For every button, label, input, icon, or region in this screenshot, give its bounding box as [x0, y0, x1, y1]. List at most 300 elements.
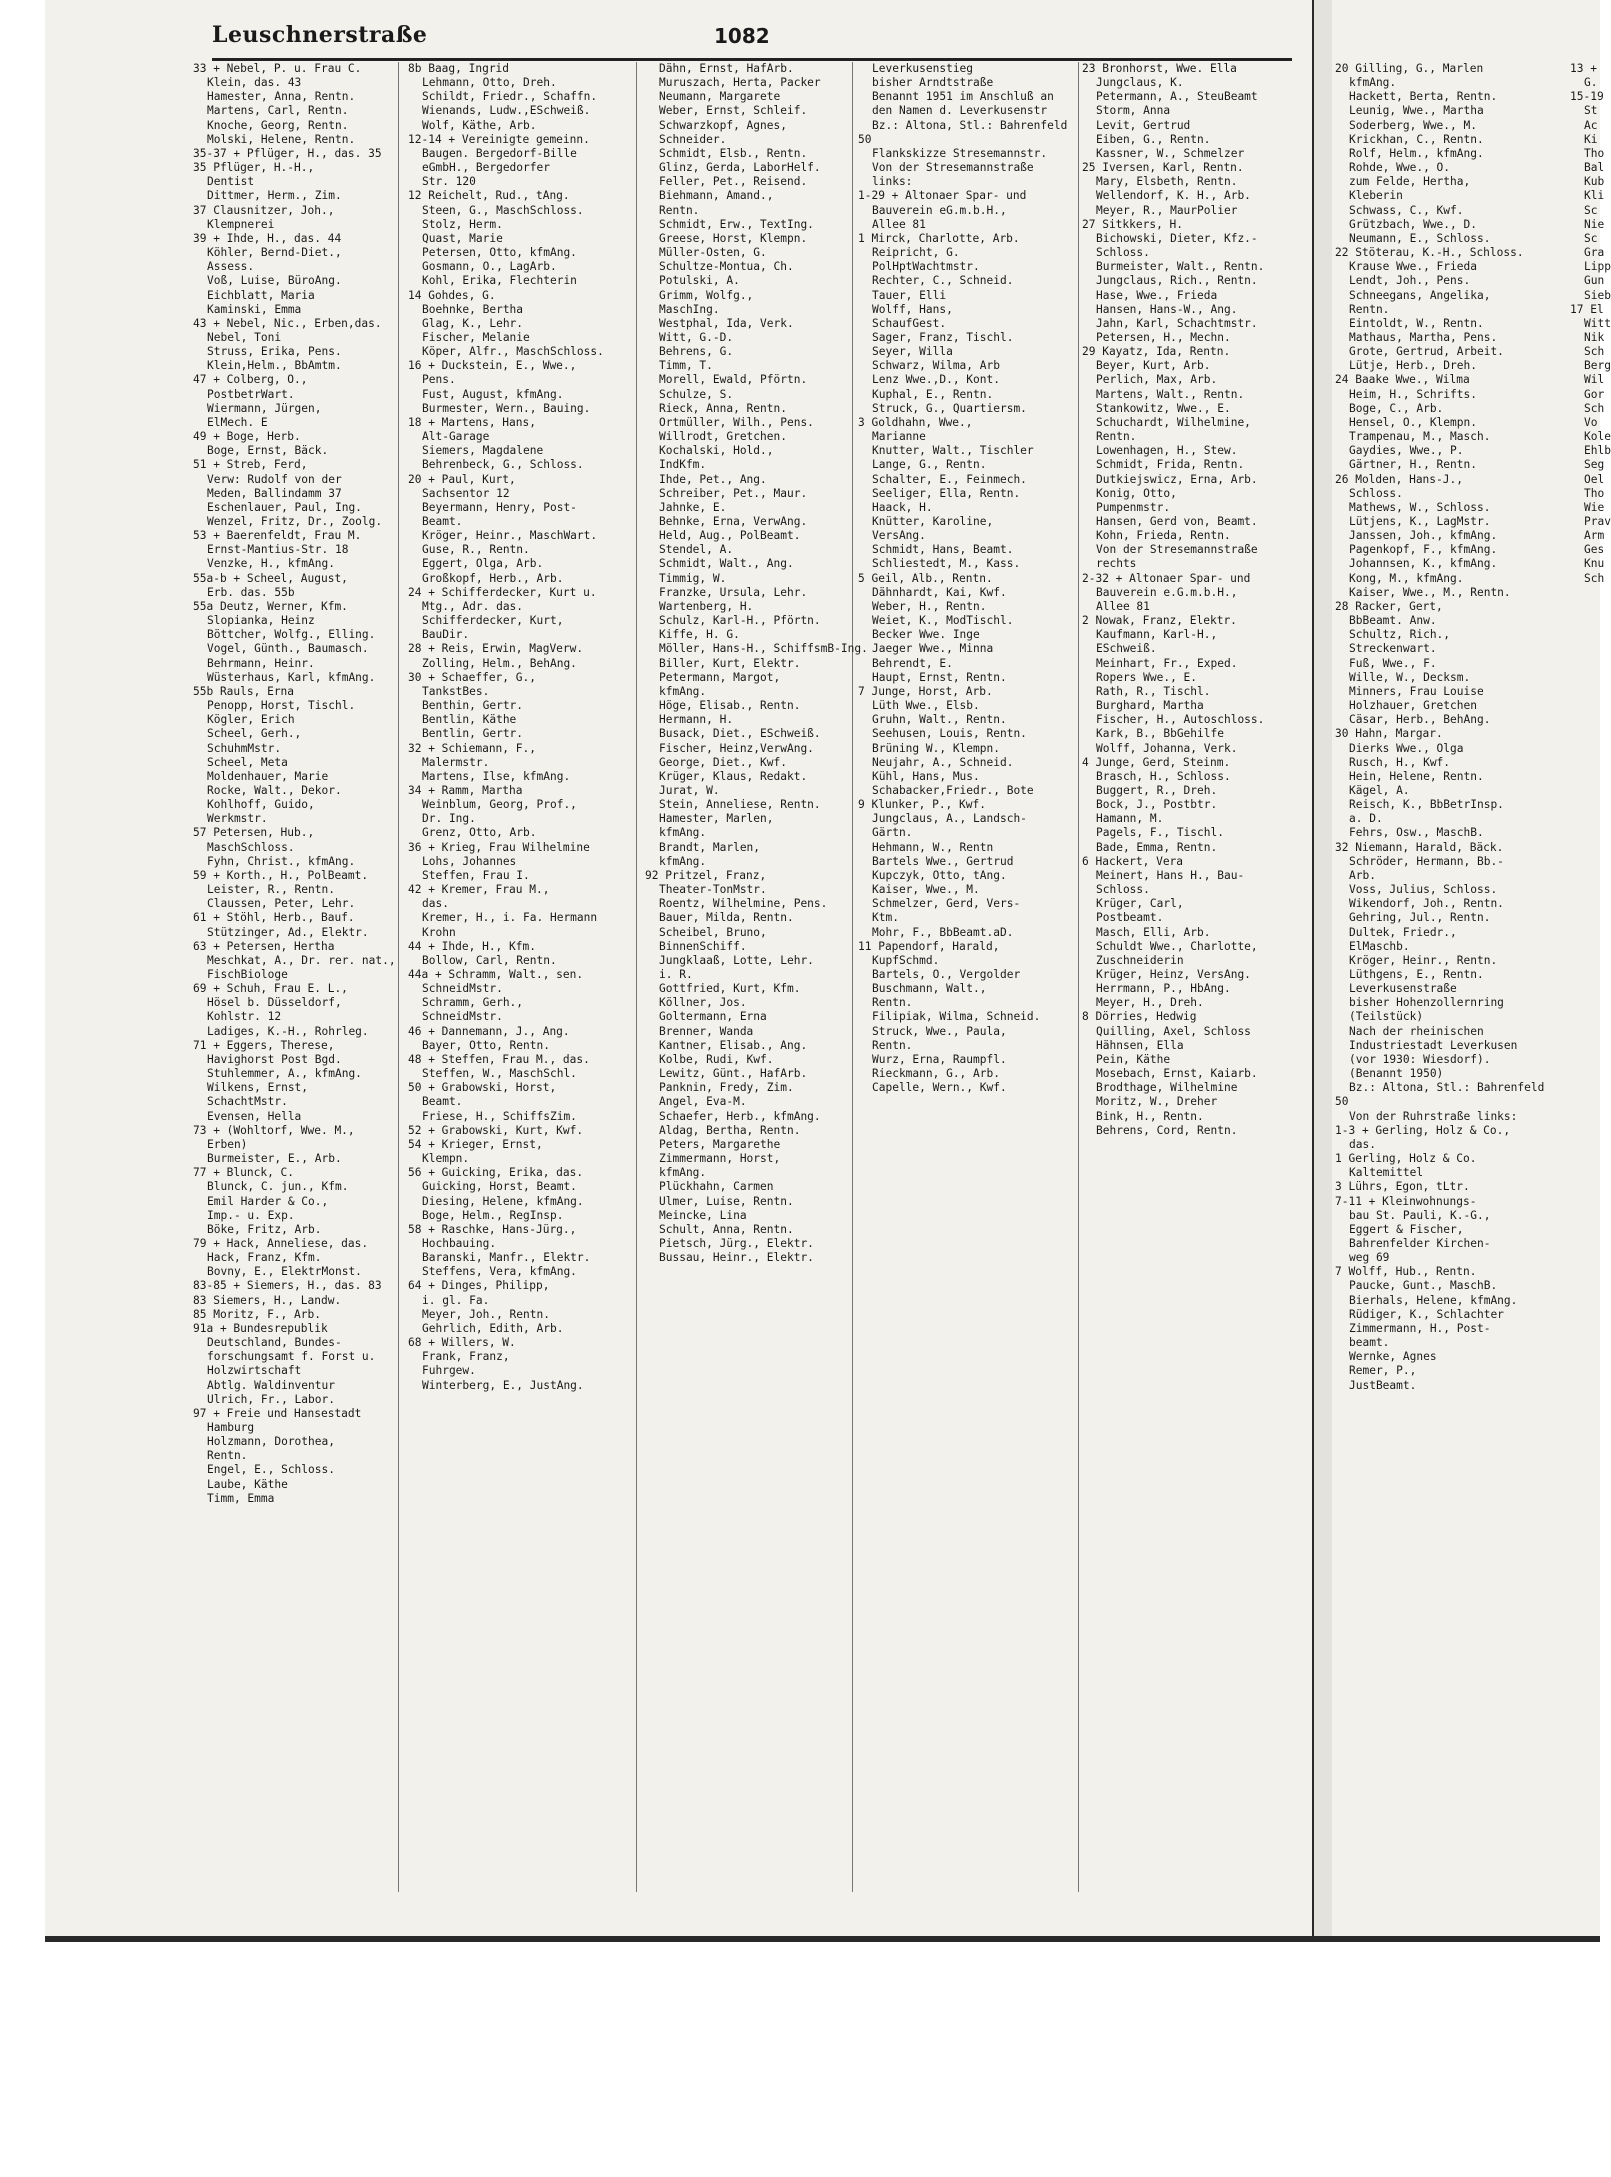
directory-line: Goltermann, Erna: [659, 1010, 767, 1024]
directory-line: Quast, Marie: [422, 231, 503, 245]
directory-line: Schreiber, Pet., Maur.: [659, 486, 808, 500]
directory-line: 12-14 + Vereinigte gemeinn.: [408, 132, 590, 146]
directory-line: Schmidt, Erw., TextIng.: [659, 217, 814, 231]
directory-line: 55a-b + Scheel, August,: [193, 571, 348, 585]
directory-line: Fuhrgew.: [422, 1364, 476, 1378]
directory-line: 34 + Ramm, Martha: [408, 783, 523, 797]
directory-line: Lewitz, Günt., HafArb.: [659, 1067, 808, 1081]
directory-line: Behrens, G.: [659, 345, 734, 359]
directory-line: Pietsch, Jürg., Elektr.: [659, 1236, 814, 1250]
directory-line: 16 + Duckstein, E., Wwe.,: [408, 359, 577, 373]
directory-line: Weber, H., Rentn.: [872, 599, 987, 613]
directory-line: Ropers Wwe., E.: [1096, 670, 1198, 684]
directory-line: 1 Gerling, Holz & Co.: [1335, 1152, 1477, 1166]
directory-line: weg 69: [1349, 1251, 1390, 1265]
directory-line: 32 Niemann, Harald, Bäck.: [1335, 840, 1504, 854]
directory-line: Filipiak, Wilma, Schneid.: [872, 1010, 1041, 1024]
directory-line: Pens.: [422, 373, 456, 387]
directory-line: SchachtMstr.: [207, 1095, 288, 1109]
directory-line: Masch, Elli, Arb.: [1096, 925, 1211, 939]
directory-line: 1-3 + Gerling, Holz & Co.,: [1335, 1123, 1511, 1137]
directory-line: Witt, G.-D.: [659, 330, 734, 344]
directory-line: Gehrlich, Edith, Arb.: [422, 1321, 564, 1335]
directory-line: Bovny, E., ElektrMonst.: [207, 1265, 362, 1279]
directory-line: Evensen, Hella: [207, 1109, 302, 1123]
directory-line: Mathews, W., Schloss.: [1349, 500, 1491, 514]
directory-line: Kägel, A.: [1349, 783, 1410, 797]
directory-line: Baranski, Manfr., Elektr.: [422, 1251, 591, 1265]
directory-line: Venzke, H., kfmAng.: [207, 557, 335, 571]
directory-line: 8 Dörries, Hedwig: [1082, 1010, 1197, 1024]
directory-line: Kögler, Erich: [207, 713, 295, 727]
directory-line: den Namen d. Leverkusenstr: [872, 104, 1048, 118]
directory-line: Kröger, Heinr., Rentn.: [1349, 953, 1498, 967]
directory-line: Heim, H., Schrifts.: [1349, 387, 1477, 401]
directory-line: 64 + Dinges, Philipp,: [408, 1279, 550, 1293]
directory-line: Eschenlauer, Paul, Ing.: [207, 500, 362, 514]
running-street-title: Leuschnerstraße: [212, 22, 428, 48]
directory-line: Bierhals, Helene, kfmAng.: [1349, 1293, 1518, 1307]
directory-line: Knu: [1584, 557, 1605, 571]
directory-line: Meden, Ballindamm 37: [207, 486, 342, 500]
page-bottom-edge: [45, 1936, 1600, 1942]
directory-line: MaschIng.: [659, 302, 720, 316]
directory-line: PolHptWachtmstr.: [872, 260, 980, 274]
directory-line: Beyermann, Henry, Post-: [422, 500, 577, 514]
directory-line: Pagenkopf, F., kfmAng.: [1349, 543, 1498, 557]
directory-line: Burmester, Wern., Bauing.: [422, 401, 591, 415]
directory-line: Trampenau, M., Masch.: [1349, 430, 1491, 444]
directory-line: Wartenberg, H.: [659, 599, 754, 613]
directory-line: JustBeamt.: [1349, 1378, 1417, 1392]
directory-line: Bal: [1584, 161, 1605, 175]
directory-line: 35 Pflüger, H.-H.,: [193, 161, 315, 175]
directory-line: Meyer, R., MaurPolier: [1096, 203, 1238, 217]
directory-line: Brasch, H., Schloss.: [1096, 769, 1231, 783]
directory-line: Sc: [1584, 203, 1598, 217]
directory-line: Stendel, A.: [659, 543, 734, 557]
directory-line: Laube, Käthe: [207, 1477, 288, 1491]
directory-line: Ernst-Mantius-Str. 18: [207, 543, 349, 557]
directory-line: Engel, E., Schloss.: [207, 1463, 335, 1477]
directory-line: Schmelzer, Gerd, Vers-: [872, 897, 1021, 911]
directory-line: Timmig, W.: [659, 571, 727, 585]
directory-line: Vo: [1584, 415, 1598, 429]
directory-line: 12 Reichelt, Rud., tAng.: [408, 189, 570, 203]
directory-line: 2 Nowak, Franz, Elektr.: [1082, 614, 1237, 628]
directory-line: Pein, Käthe: [1096, 1052, 1171, 1066]
directory-line: Ortmüller, Wilh., Pens.: [659, 415, 814, 429]
directory-line: Kohlhoff, Guido,: [207, 798, 315, 812]
directory-line: beamt.: [1349, 1336, 1390, 1350]
directory-line: 44a + Schramm, Walt., sen.: [408, 968, 584, 981]
directory-line: Jungklaaß, Lotte, Lehr.: [659, 953, 814, 967]
directory-line: Bentlin, Gertr.: [422, 727, 524, 741]
directory-line: Angel, Eva-M.: [659, 1095, 747, 1109]
page-number: 1082: [714, 24, 770, 48]
directory-line: Neujahr, A., Schneid.: [872, 755, 1014, 769]
directory-line: Hermann, H.: [659, 713, 734, 727]
directory-line: 57 Petersen, Hub.,: [193, 826, 315, 840]
directory-line: Bichowski, Dieter, Kfz.-: [1096, 231, 1258, 245]
directory-line: 20 Gilling, G., Marlen: [1335, 62, 1484, 75]
directory-line: Westphal, Ida, Verk.: [659, 316, 794, 330]
directory-line: Kole: [1584, 430, 1611, 444]
directory-line: kfmAng.: [659, 826, 707, 840]
directory-line: Kröger, Heinr., MaschWart.: [422, 529, 598, 543]
directory-line: Schaefer, Herb., kfmAng.: [659, 1109, 821, 1123]
directory-line: Voß, Luise, BüroAng.: [207, 274, 342, 288]
directory-line: 13 +: [1570, 62, 1597, 75]
directory-line: Boge, Helm., RegInsp.: [422, 1208, 564, 1222]
directory-line: Tho: [1584, 146, 1605, 160]
directory-line: 29 Kayatz, Ida, Rentn.: [1082, 345, 1231, 359]
directory-line: Stolz, Herm.: [422, 217, 503, 231]
directory-line: Lowenhagen, H., Stew.: [1096, 444, 1238, 458]
directory-line: Gosmann, O., LagArb.: [422, 260, 557, 274]
directory-line: Assess.: [207, 260, 255, 274]
directory-line: Becker Wwe. Inge: [872, 628, 980, 642]
directory-line: Wüsterhaus, Karl, kfmAng.: [207, 670, 376, 684]
directory-line: Dierks Wwe., Olga: [1349, 741, 1464, 755]
directory-line: Hähnsen, Ella: [1096, 1038, 1184, 1052]
directory-line: Von der Stresemannstraße: [872, 161, 1034, 175]
directory-line: Schmidt, Frida, Rentn.: [1096, 458, 1245, 472]
directory-line: Verw: Rudolf von der: [207, 472, 342, 486]
directory-line: zum Felde, Hertha,: [1349, 175, 1471, 189]
directory-line: Großkopf, Herb., Arb.: [422, 571, 564, 585]
directory-line: Bartels, O., Vergolder: [872, 968, 1021, 981]
directory-line: 73 + (Wohltorf, Wwe. M.,: [193, 1123, 355, 1137]
directory-line: Gärtn.: [872, 826, 913, 840]
directory-line: Jungclaus, A., Landsch-: [872, 812, 1027, 826]
directory-line: Kremer, H., i. Fa. Hermann: [422, 911, 598, 925]
directory-line: Zimmermann, H., Post-: [1349, 1321, 1491, 1335]
directory-line: Feller, Pet., Reisend.: [659, 175, 808, 189]
directory-line: Steffen, Frau I.: [422, 868, 530, 882]
directory-line: Jungclaus, K.: [1096, 76, 1184, 90]
directory-line: Martens, Walt., Rentn.: [1096, 387, 1245, 401]
directory-line: Struck, Wwe., Paula,: [872, 1024, 1007, 1038]
directory-line: Nebel, Toni: [207, 330, 282, 344]
directory-line: Diesing, Helene, kfmAng.: [422, 1194, 584, 1208]
book-gutter: [1312, 0, 1332, 1940]
directory-line: Behrendt, E.: [872, 656, 953, 670]
directory-line: Knutter, Walt., Tischler: [872, 444, 1034, 458]
directory-line: Bauer, Milda, Rentn.: [659, 911, 794, 925]
directory-line: Kaminski, Emma: [207, 302, 302, 316]
directory-line: Krüger, Carl,: [1096, 897, 1184, 911]
directory-line: Penopp, Horst, Tischl.: [207, 699, 356, 713]
directory-line: Weiet, K., ModTischl.: [872, 614, 1014, 628]
directory-line: Kaiser, Wwe., M., Rentn.: [1349, 585, 1511, 599]
directory-line: Marianne: [872, 430, 926, 444]
directory-line: Wilkens, Ernst,: [207, 1081, 309, 1095]
directory-line: Wolf, Käthe, Arb.: [422, 118, 537, 132]
directory-line: Claussen, Peter, Lehr.: [207, 897, 356, 911]
directory-line: Wille, W., Decksm.: [1349, 670, 1471, 684]
directory-line: Herrmann, P., HbAng.: [1096, 982, 1231, 996]
directory-line: Panknin, Fredy, Zim.: [659, 1081, 794, 1095]
directory-line: 68 + Willers, W.: [408, 1336, 516, 1350]
directory-line: Stuhlemmer, A., kfmAng.: [207, 1067, 362, 1081]
directory-line: Sc: [1584, 231, 1598, 245]
directory-line: 9 Klunker, P., Kwf.: [858, 798, 986, 812]
directory-line: Siemers, Magdalene: [422, 444, 544, 458]
directory-line: Timm, T.: [659, 359, 713, 373]
directory-line: Haupt, Ernst, Rentn.: [872, 670, 1007, 684]
directory-line: Glag, K., Lehr.: [422, 316, 524, 330]
directory-line: 50: [1335, 1095, 1349, 1109]
directory-line: 53 + Baerenfeldt, Frau M.: [193, 529, 362, 543]
directory-line: Postbeamt.: [1096, 911, 1164, 925]
directory-line: Arm: [1584, 529, 1605, 543]
directory-line: 7 Junge, Horst, Arb.: [858, 684, 993, 698]
directory-line: Guicking, Horst, Beamt.: [422, 1180, 577, 1194]
directory-line: Wie: [1584, 500, 1605, 514]
directory-line: Muruszach, Herta, Packer: [659, 76, 821, 90]
directory-line: Fyhn, Christ., kfmAng.: [207, 854, 356, 868]
directory-line: Kochalski, Hold.,: [659, 444, 774, 458]
directory-line: Bink, H., Rentn.: [1096, 1109, 1204, 1123]
directory-line: Grützbach, Wwe., D.: [1349, 217, 1477, 231]
directory-line: Schloss.: [1349, 486, 1403, 500]
directory-line: 92 Pritzel, Franz,: [645, 868, 767, 882]
directory-line: Behrmann, Heinr.: [207, 656, 315, 670]
directory-line: 32 + Schiemann, F.,: [408, 741, 536, 755]
directory-line: Soderberg, Wwe., M.: [1349, 118, 1477, 132]
directory-line: 28 Racker, Gert,: [1335, 599, 1443, 613]
directory-line: Gehring, Jul., Rentn.: [1349, 911, 1491, 925]
directory-line: Ulrich, Fr., Labor.: [207, 1392, 335, 1406]
directory-line: Benthin, Gertr.: [422, 699, 524, 713]
directory-line: Dittmer, Herm., Zim.: [207, 189, 342, 203]
directory-line: Hansen, Hans-W., Ang.: [1096, 302, 1238, 316]
directory-line: Eichblatt, Maria: [207, 288, 315, 302]
directory-line: SchuhmMstr.: [207, 741, 282, 755]
directory-line: 33 + Nebel, P. u. Frau C.: [193, 62, 362, 75]
directory-line: Sch: [1584, 571, 1605, 585]
directory-line: Schult, Anna, Rentn.: [659, 1222, 794, 1236]
directory-line: Bentlin, Käthe: [422, 713, 517, 727]
page-header: [212, 22, 1292, 58]
directory-line: Nik: [1584, 330, 1605, 344]
directory-line: Meschkat, A., Dr. rer. nat.,: [207, 953, 396, 967]
directory-line: Hansen, Gerd von, Beamt.: [1096, 515, 1258, 528]
directory-line: Eintoldt, W., Rentn.: [1349, 316, 1484, 330]
directory-line: Martens, Ilse, kfmAng.: [422, 769, 571, 783]
directory-line: Scheibel, Bruno,: [659, 925, 767, 939]
directory-line: 37 Clausnitzer, Joh.,: [193, 203, 335, 217]
directory-line: 18 + Martens, Hans,: [408, 415, 536, 429]
directory-line: Kuphal, E., Rentn.: [872, 387, 994, 401]
directory-line: i. R.: [659, 968, 693, 981]
directory-line: (vor 1930: Wiesdorf).: [1349, 1052, 1491, 1066]
directory-line: bau St. Pauli, K.-G.,: [1349, 1208, 1491, 1222]
directory-line: Malermstr.: [422, 755, 490, 769]
directory-line: Behnke, Erna, VerwAng.: [659, 515, 808, 528]
directory-line: Struss, Erika, Pens.: [207, 345, 342, 359]
directory-line: Hase, Wwe., Frieda: [1096, 288, 1218, 302]
directory-line: Hamester, Marlen,: [659, 812, 774, 826]
directory-line: 26 Molden, Hans-J.,: [1335, 472, 1463, 486]
directory-line: Behrens, Cord, Rentn.: [1096, 1123, 1238, 1137]
directory-line: Wenzel, Fritz, Dr., Zoolg.: [207, 515, 383, 528]
directory-line: Behrenbeck, G., Schloss.: [422, 458, 584, 472]
column-divider: [636, 62, 637, 1892]
directory-line: 2-32 + Altonaer Spar- und: [1082, 571, 1251, 585]
directory-line: Kark, B., BbGehilfe: [1096, 727, 1224, 741]
directory-line: Schramm, Gerh.,: [422, 996, 524, 1010]
directory-line: ESchweiß.: [1096, 642, 1157, 656]
directory-line: Hensel, O., Klempn.: [1349, 415, 1477, 429]
directory-line: Grimm, Wolfg.,: [659, 288, 754, 302]
directory-line: eGmbH., Bergedorfer: [422, 161, 550, 175]
directory-line: 14 Gohdes, G.: [408, 288, 496, 302]
directory-line: Rohde, Wwe., O.: [1349, 161, 1451, 175]
directory-line: Brenner, Wanda: [659, 1024, 754, 1038]
directory-line: Rieck, Anna, Rentn.: [659, 401, 787, 415]
directory-line: 50 + Grabowski, Horst,: [408, 1081, 557, 1095]
directory-line: Burghard, Martha: [1096, 699, 1204, 713]
directory-line: Zolling, Helm., BehAng.: [422, 656, 577, 670]
directory-line: Lenz Wwe.,D., Kont.: [872, 373, 1000, 387]
directory-line: Friese, H., SchiffsZim.: [422, 1109, 577, 1123]
directory-line: 3 Lührs, Egon, tLtr.: [1335, 1180, 1470, 1194]
directory-line: Krüger, Heinz, VersAng.: [1096, 968, 1251, 981]
directory-line: 59 + Korth., H., PolBeamt.: [193, 868, 369, 882]
directory-line: Witt: [1584, 316, 1611, 330]
directory-line: Fischer, Melanie: [422, 330, 530, 344]
directory-line: 15-19: [1570, 90, 1604, 104]
directory-line: Wurz, Erna, Raumpfl.: [872, 1052, 1007, 1066]
directory-line: Allee 81: [872, 217, 926, 231]
directory-line: Stankowitz, Wwe., E.: [1096, 401, 1231, 415]
directory-line: 51 + Streb, Ferd,: [193, 458, 308, 472]
directory-line: Kaltemittel: [1349, 1166, 1424, 1180]
directory-line: Ehlb: [1584, 444, 1611, 458]
directory-line: Schuldt Wwe., Charlotte,: [1096, 939, 1258, 953]
directory-line: 97 + Freie und Hansestadt: [193, 1406, 362, 1420]
directory-line: Dultek, Friedr.,: [1349, 925, 1457, 939]
directory-line: Frank, Franz,: [422, 1350, 510, 1364]
directory-line: Wolff, Hans,: [872, 302, 953, 316]
directory-line: Schneegans, Angelika,: [1349, 288, 1491, 302]
directory-line: Wikendorf, Joh., Rentn.: [1349, 897, 1504, 911]
directory-line: ElMech. E: [207, 415, 268, 429]
directory-line: Rentn.: [872, 1038, 913, 1052]
directory-line: Jurat, W.: [659, 783, 720, 797]
directory-line: Neumann, E., Schloss.: [1349, 231, 1491, 245]
directory-line: Sch: [1584, 345, 1605, 359]
directory-line: Leunig, Wwe., Martha: [1349, 104, 1484, 118]
directory-line: Kühl, Hans, Mus.: [872, 769, 980, 783]
directory-line: rechts: [1096, 557, 1137, 571]
directory-line: Seeliger, Ella, Rentn.: [872, 486, 1021, 500]
directory-line: Schulz, Karl-H., Pförtn.: [659, 614, 821, 628]
directory-line: Seg: [1584, 458, 1605, 472]
directory-line: Ulmer, Luise, Rentn.: [659, 1194, 794, 1208]
directory-line: 1 Mirck, Charlotte, Arb.: [858, 231, 1020, 245]
directory-line: Scheel, Gerh.,: [207, 727, 302, 741]
directory-line: Böttcher, Wolfg., Elling.: [207, 628, 376, 642]
directory-line: Mohr, F., BbBeamt.aD.: [872, 925, 1014, 939]
directory-line: Fischer, Heinz,VerwAng.: [659, 741, 814, 755]
directory-line: Deutschland, Bundes-: [207, 1336, 342, 1350]
directory-line: Vogel, Günth., Baumasch.: [207, 642, 369, 656]
directory-line: Rentn.: [1096, 430, 1137, 444]
directory-line: Boge, Ernst, Bäck.: [207, 444, 329, 458]
directory-line: Sieb: [1584, 288, 1611, 302]
directory-line: Höge, Elisab., Rentn.: [659, 699, 801, 713]
directory-line: Erben): [207, 1137, 248, 1151]
directory-line: Fuß, Wwe., F.: [1349, 656, 1437, 670]
directory-line: Weinblum, Georg, Prof.,: [422, 798, 577, 812]
directory-line: Meyer, H., Dreh.: [1096, 996, 1204, 1010]
directory-line: 85 Moritz, F., Arb.: [193, 1307, 321, 1321]
directory-line: Stützinger, Ad., Elektr.: [207, 925, 369, 939]
directory-line: kfmAng.: [659, 684, 707, 698]
directory-line: Seyer, Willa: [872, 345, 953, 359]
directory-line: Bade, Emma, Rentn.: [1096, 840, 1218, 854]
directory-line: Petersen, H., Mechn.: [1096, 330, 1231, 344]
directory-line: Schröder, Hermann, Bb.-: [1349, 854, 1504, 868]
directory-line: Fischer, H., Autoschloss.: [1096, 713, 1265, 727]
directory-line: 55a Deutz, Werner, Kfm.: [193, 599, 348, 613]
directory-line: Schliestedt, M., Kass.: [872, 557, 1021, 571]
directory-line: Gärtner, H., Rentn.: [1349, 458, 1477, 472]
directory-line: Blunck, C. jun., Kfm.: [207, 1180, 349, 1194]
directory-line: Voss, Julius, Schloss.: [1349, 883, 1498, 897]
directory-line: Str. 120: [422, 175, 476, 189]
directory-line: 1-29 + Altonaer Spar- und: [858, 189, 1027, 203]
directory-line: Schultze-Montua, Ch.: [659, 260, 794, 274]
directory-line: a. D.: [1349, 812, 1383, 826]
directory-line: Grenz, Otto, Arb.: [422, 826, 537, 840]
directory-line: Bauverein e.G.m.b.H.,: [1096, 585, 1238, 599]
directory-line: 54 + Krieger, Ernst,: [408, 1137, 543, 1151]
directory-line: PostbetrWart.: [207, 387, 295, 401]
directory-line: Bz.: Altona, Stl.: Bahrenfeld: [872, 118, 1068, 132]
directory-line: Petermann, A., SteuBeamt: [1096, 90, 1258, 104]
directory-line: 50: [858, 132, 872, 146]
directory-line: Flankskizze Stresemannstr.: [872, 146, 1048, 160]
directory-line: Zuschneiderin: [1096, 953, 1184, 967]
directory-line: Martens, Carl, Rentn.: [207, 104, 349, 118]
directory-line: Potulski, A.: [659, 274, 740, 288]
directory-line: Industriestadt Leverkusen: [1349, 1038, 1518, 1052]
directory-line: Slopianka, Heinz: [207, 614, 315, 628]
directory-line: Bz.: Altona, Stl.: Bahrenfeld: [1349, 1081, 1545, 1095]
directory-line: Dähn, Ernst, HafArb.: [659, 62, 794, 75]
directory-line: Nie: [1584, 217, 1605, 231]
directory-line: Tauer, Elli: [872, 288, 947, 302]
directory-line: Schneider.: [659, 132, 727, 146]
directory-line: Guse, R., Rentn.: [422, 543, 530, 557]
directory-line: Wellendorf, K. H., Arb.: [1096, 189, 1251, 203]
directory-line: Bollow, Carl, Rentn.: [422, 953, 557, 967]
directory-line: BinnenSchiff.: [659, 939, 747, 953]
directory-line: Knütter, Karoline,: [872, 515, 994, 528]
directory-line: Eggert & Fischer,: [1349, 1222, 1464, 1236]
directory-line: Willrodt, Gretchen.: [659, 430, 787, 444]
directory-line: Bahrenfelder Kirchen-: [1349, 1236, 1491, 1250]
directory-line: Schulze, S.: [659, 387, 734, 401]
directory-line: IndKfm.: [659, 458, 707, 472]
directory-line: 24 + Schifferdecker, Kurt u.: [408, 585, 597, 599]
directory-line: Lendt, Joh., Pens.: [1349, 274, 1471, 288]
directory-line: kfmAng.: [1349, 76, 1397, 90]
